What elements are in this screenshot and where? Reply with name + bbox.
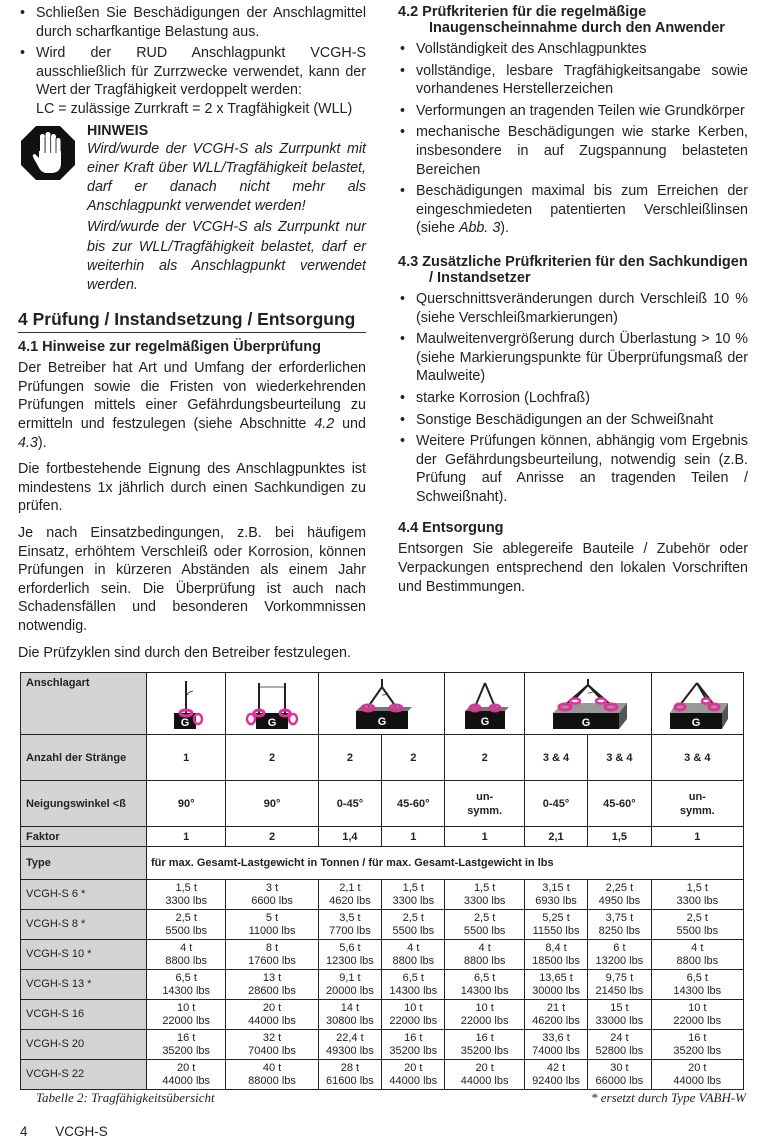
capacity-tonnes: 20 t [688,1061,707,1074]
capacity-tonnes: 2,5 t [175,911,197,924]
capacity-tonnes: 9,1 t [339,971,361,984]
capacity-lbs: 30000 lbs [532,984,580,997]
table-row [21,673,744,735]
capacity-lbs: 44000 lbs [460,1074,509,1087]
svg-text:G: G [180,716,190,729]
capacity-cell [147,910,226,940]
capacity-cell [147,940,226,970]
capacity-cell [588,940,651,970]
list-item: • Weitere Prüfungen können, abhängig vom Ergebnis der Gefährdungsbeurteilung, notwendig sein (z.B. Prüfung auf Anrisse an tragenden Teilen / Schweißnaht). [400,433,748,505]
table-row: Faktor 1 2 1,4 1 1 2,1 1,5 1 [21,827,744,847]
capacity-cell [382,1030,445,1060]
paragraph: Entsorgen Sie ablegereife Bauteile / Zubehör oder Verpackungen entsprechend den lokalen Vorschriften und Bestimmungen. [398,541,748,595]
capacity-cell [651,1060,743,1090]
sling-diagram-icon [226,673,318,735]
capacity-cell [382,970,445,1000]
capacity-tonnes: 14 t [340,1001,360,1014]
capacity-lbs: 46200 lbs [532,1014,580,1027]
capacity-lbs: 20000 lbs [326,984,374,997]
row-label: Anschlagart [21,673,147,735]
capacity-lbs: 3300 lbs [463,894,506,907]
capacity-tonnes: 22,4 t [336,1031,364,1044]
capacity-tonnes: 6,5 t [473,971,496,984]
capacity-lbs: 22000 lbs [162,1014,211,1027]
capacity-tonnes: 4 t [478,941,491,954]
list-item: • Beschädigungen maximal bis zum Erreichen der eingeschmiedeten patentierten Verschleißlinsen (siehe Abb. 3). [400,183,748,237]
row-label: Faktor [21,827,147,847]
capacity-cell [382,940,445,970]
capacity-cell [588,910,651,940]
svg-text:G: G [692,716,701,729]
table-caption: Tabelle 2: Tragfähigkeitsübersicht [36,1090,215,1105]
capacity-cell [318,970,381,1000]
table-row [21,1030,744,1060]
capacity-lbs: 44000 lbs [248,1014,296,1027]
formula-line: LC = zulässige Zurrkraft = 2 x Tragfähigkeit (WLL) [36,100,353,117]
capacity-cell [588,1000,651,1030]
paragraph: Je nach Einsatzbedingungen, z.B. bei häufigem Einsatz, erhöhtem Verschleiß oder Korrosion, können Prüfungen in kürzeren Abständen als einem Jahr erforderlich sein. Die Überprüfung ist auch nach Schadensfällen und besonderen Vorkommnissen notwendig. [18,524,366,634]
intro-bullet-list [18,4,366,119]
list-item: • Schließen Sie Beschädigungen der Anschlagmittel durch scharfkantige Belastung aus. [20,5,366,40]
capacity-cell [445,1000,524,1030]
capacity-cell [147,1060,226,1090]
section-4-heading: 4 Prüfung / Instandsetzung / Entsorgung [18,309,366,333]
hand-stop-icon [20,125,76,181]
capacity-cell [588,1030,651,1060]
criteria-list-user [398,40,748,238]
table-row [21,910,744,940]
type-name-cell: VCGH-S 6 * [21,880,147,910]
capacity-tonnes: 8,4 t [545,941,567,954]
capacity-tonnes: 20 t [177,1061,196,1074]
capacity-lbs: 88000 lbs [248,1074,296,1087]
capacity-cell [445,880,524,910]
table-row [21,970,744,1000]
capacity-lbs: 44000 lbs [673,1074,722,1087]
capacity-cell [382,1060,445,1090]
capacity-lbs: 11550 lbs [532,924,580,937]
capacity-cell [651,880,743,910]
capacity-tonnes: 6 t [613,941,626,954]
capacity-tonnes: 1,5 t [402,881,424,894]
capacity-lbs: 52800 lbs [595,1044,644,1057]
capacity-lbs: 44000 lbs [162,1074,211,1087]
row-label: Neigungswinkel <ß [21,781,147,827]
capacity-cell [588,970,651,1000]
note-paragraph: Wird/wurde der VCGH-S als Zurrpunkt mit einer Kraft über WLL/Tragfähigkeit belastet, darf er danach nicht mehr als Anschlagpunkt verwendet werden! [87,140,366,215]
table-footnote: * ersetzt durch Type VABH-W [591,1090,746,1105]
product-name: VCGH-S [55,1124,108,1139]
capacity-cell [147,970,226,1000]
capacity-tonnes: 16 t [404,1031,423,1044]
capacity-tonnes: 1,5 t [686,881,708,894]
capacity-tonnes: 6,5 t [402,971,424,984]
capacity-lbs: 66000 lbs [595,1074,644,1087]
capacity-lbs: 21450 lbs [595,984,644,997]
capacity-tonnes: 33,6 t [542,1031,570,1044]
capacity-tonnes: 5 t [265,911,279,924]
capacity-cell [588,880,651,910]
hinweis-note [18,123,366,296]
capacity-cell [318,880,381,910]
capacity-cell [651,1000,743,1030]
type-name-cell: VCGH-S 20 [21,1030,147,1060]
capacity-lbs: 8800 lbs [676,954,719,967]
capacity-cell [226,910,318,940]
capacity-cell [318,1000,381,1030]
capacity-cell [524,940,587,970]
capacity-cell [226,1060,318,1090]
capacity-lbs: 49300 lbs [326,1044,374,1057]
capacity-lbs: 22000 lbs [673,1014,722,1027]
table-row [21,940,744,970]
capacity-lbs: 13200 lbs [595,954,644,967]
page-footer [20,1124,132,1139]
capacity-lbs: 44000 lbs [389,1074,438,1087]
table-row: Anzahl der Stränge 1 2 2 2 2 3 & 4 3 & 4 3 & 4 [21,735,744,781]
capacity-cell [382,1000,445,1030]
capacity-lbs: 28600 lbs [248,984,296,997]
capacity-cell [382,880,445,910]
capacity-cell [651,1030,743,1060]
capacity-lbs: 5500 lbs [165,924,207,937]
paragraph: Die fortbestehende Eignung des Anschlagpunktes ist mindestens 1x jährlich durch einen Sachkundigen zu prüfen. [18,461,366,515]
capacity-lbs: 8250 lbs [598,924,641,937]
capacity-tonnes: 6,5 t [175,971,197,984]
row-label: Anzahl der Stränge [21,735,147,781]
capacity-tonnes: 5,6 t [339,941,361,954]
capacity-lbs: 6600 lbs [251,894,293,907]
capacity-lbs: 70400 lbs [248,1044,296,1057]
capacity-cell [524,970,587,1000]
capacity-cell [524,910,587,940]
capacity-lbs: 12300 lbs [326,954,374,967]
capacity-lbs: 11000 lbs [248,924,296,937]
capacity-tonnes: 2,25 t [605,881,634,894]
capacity-lbs: 7700 lbs [329,924,371,937]
capacity-tonnes: 2,5 t [686,911,708,924]
capacity-tonnes: 32 t [262,1031,282,1044]
sling-diagram-icon [445,673,524,735]
capacity-cell [147,1030,226,1060]
type-note: für max. Gesamt-Lastgewicht in Tonnen / für max. Gesamt-Lastgewicht in lbs [147,847,744,880]
sling-diagram-icon [147,673,226,735]
capacity-lbs: 3300 lbs [676,894,719,907]
capacity-cell [318,1030,381,1060]
capacity-tonnes: 9,75 t [605,971,634,984]
table-row [21,1000,744,1030]
list-item: • Verformungen an tragenden Teilen wie Grundkörper [400,102,745,119]
capacity-tonnes: 10 t [177,1001,196,1014]
capacity-lbs: 5500 lbs [676,924,719,937]
capacity-cell [524,1060,587,1090]
capacity-tonnes: 10 t [688,1001,707,1014]
capacity-tonnes: 4 t [407,941,420,954]
capacity-lbs: 35200 lbs [673,1044,722,1057]
capacity-cell [226,880,318,910]
type-name-cell: VCGH-S 8 * [21,910,147,940]
capacity-cell [445,1060,524,1090]
capacity-tonnes: 4 t [180,941,193,954]
paragraph: Die Prüfzyklen sind durch den Betreiber festzulegen. [18,644,351,661]
capacity-lbs: 22000 lbs [460,1014,509,1027]
capacity-lbs: 6930 lbs [535,894,577,907]
capacity-cell [651,940,743,970]
capacity-tonnes: 40 t [262,1061,282,1074]
capacity-lbs: 14300 lbs [673,984,722,997]
capacity-cell [226,1030,318,1060]
capacity-tonnes: 5,25 t [542,911,570,924]
capacity-cell [588,1060,651,1090]
type-name-cell: VCGH-S 13 * [21,970,147,1000]
capacity-lbs: 8800 lbs [165,954,207,967]
capacity-cell [651,910,743,940]
capacity-lbs: 22000 lbs [389,1014,438,1027]
capacity-lbs: 17600 lbs [248,954,296,967]
capacity-lbs: 30800 lbs [326,1014,374,1027]
list-item: • Maulweitenvergrößerung durch Überlastung > 10 % (siehe Markierungspunkte für Überprüfungsmaß der Maulweite) [400,331,748,385]
sling-diagram-icon [318,673,445,735]
capacity-tonnes: 16 t [475,1031,494,1044]
sling-diagram-icon [524,673,651,735]
capacity-tonnes: 20 t [262,1001,282,1014]
list-item: • mechanische Beschädigungen wie starke Kerben, insbesondere in auf Zugspannung belasteten Bereichen [400,124,748,178]
capacity-tonnes: 2,5 t [402,911,424,924]
list-item: • Querschnittsveränderungen durch Verschleiß 10 % (siehe Verschleißmarkierungen) [400,290,748,326]
capacity-lbs: 14300 lbs [460,984,509,997]
capacity-lbs: 33000 lbs [595,1014,644,1027]
capacity-lbs: 5500 lbs [463,924,506,937]
capacity-cell [524,1000,587,1030]
capacity-cell [651,970,743,1000]
section-4-4-heading: 4.4 Entsorgung [398,520,504,537]
capacity-cell [226,1000,318,1030]
svg-text:G: G [480,715,489,728]
section-4-2-heading: 4.2 Prüfkriterien für die regelmäßige Inaugenscheinnahme durch den Anwender [398,4,725,36]
capacity-tonnes: 24 t [610,1031,629,1044]
list-item: • vollständige, lesbare Tragfähigkeitsangabe sowie vorhandenes Herstellerzeichen [400,62,748,98]
capacity-tonnes: 4 t [691,941,704,954]
capacity-lbs: 5500 lbs [392,924,435,937]
table-row: Neigungswinkel <ß 90° 90° 0-45° 45-60° un- symm. 0-45° 45-60° un- symm. [21,781,744,827]
capacity-tonnes: 3,15 t [542,881,570,894]
capacity-cell [226,970,318,1000]
capacity-cell [147,1000,226,1030]
svg-text:G: G [581,716,590,729]
capacity-cell [382,910,445,940]
capacity-data-rows [21,880,744,1090]
capacity-tonnes: 20 t [475,1061,494,1074]
paragraph: Der Betreiber hat Art und Umfang der erforderlichen Prüfungen sowie die Fristen von wiederkehrenden Prüfungen mittels einer Gefährdungsbeurteilung zu ermitteln und festzulegen (siehe Abschnitte 4.2 und 4.3). [18,360,366,451]
capacity-lbs: 18500 lbs [532,954,580,967]
capacity-cell [318,910,381,940]
left-column [18,4,366,670]
capacity-cell [147,880,226,910]
capacity-cell [318,940,381,970]
capacity-cell [445,1030,524,1060]
page-number: 4 [20,1124,28,1139]
capacity-tonnes: 20 t [404,1061,423,1074]
capacity-tonnes: 15 t [610,1001,629,1014]
capacity-cell [445,910,524,940]
capacity-lbs: 4950 lbs [598,894,641,907]
capacity-cell [445,970,524,1000]
list-item: • Wird der RUD Anschlagpunkt VCGH-S ausschließlich für Zurrzwecke verwendet, kann der Wert der Tragfähigkeit verdoppelt werden: [20,45,366,99]
criteria-list-expert [398,290,748,507]
capacity-tonnes: 3 t [265,881,279,894]
capacity-cell [226,940,318,970]
capacity-tonnes: 30 t [610,1061,629,1074]
capacity-cell [524,880,587,910]
row-label: Type [21,847,147,880]
capacity-tonnes: 2,5 t [473,911,496,924]
capacity-lbs: 35200 lbs [460,1044,509,1057]
capacity-lbs: 14300 lbs [162,984,211,997]
table-row [21,847,744,880]
capacity-tonnes: 3,75 t [605,911,634,924]
capacity-tonnes: 1,5 t [175,881,197,894]
capacity-cell [524,1030,587,1060]
capacity-lbs: 35200 lbs [162,1044,211,1057]
capacity-lbs: 8800 lbs [392,954,435,967]
capacity-lbs: 4620 lbs [329,894,371,907]
capacity-cell [445,940,524,970]
svg-text:G: G [267,716,277,729]
type-name-cell: VCGH-S 10 * [21,940,147,970]
capacity-lbs: 8800 lbs [463,954,506,967]
capacity-tonnes: 13 t [262,971,282,984]
capacity-tonnes: 16 t [688,1031,707,1044]
capacity-tonnes: 42 t [546,1061,566,1074]
type-name-cell: VCGH-S 22 [21,1060,147,1090]
capacity-cell [318,1060,381,1090]
table-row [21,880,744,910]
capacity-tonnes: 10 t [404,1001,423,1014]
capacity-tonnes: 6,5 t [686,971,708,984]
capacity-lbs: 3300 lbs [392,894,435,907]
section-4-3-heading: 4.3 Zusätzliche Prüfkriterien für den Sachkundigen / Instandsetzer [398,253,748,286]
capacity-lbs: 3300 lbs [165,894,207,907]
capacity-lbs: 35200 lbs [389,1044,438,1057]
list-item: • Vollständigkeit des Anschlagpunktes [400,41,647,57]
capacity-table [20,672,744,1090]
list-item: • starke Korrosion (Lochfraß) [400,389,591,406]
table-row [21,1060,744,1090]
capacity-tonnes: 10 t [475,1001,494,1014]
capacity-lbs: 14300 lbs [389,984,438,997]
section-4-1-heading: 4.1 Hinweise zur regelmäßigen Überprüfung [18,339,321,356]
capacity-lbs: 61600 lbs [326,1074,374,1087]
capacity-tonnes: 21 t [546,1001,566,1014]
capacity-tonnes: 8 t [265,941,279,954]
svg-text:G: G [377,715,386,728]
sling-diagram-icon [651,673,743,735]
capacity-tonnes: 13,65 t [539,971,573,984]
capacity-tonnes: 2,1 t [339,881,361,894]
right-column [398,4,748,604]
capacity-lbs: 74000 lbs [532,1044,580,1057]
list-item: • Sonstige Beschädigungen an der Schweißnaht [400,411,714,428]
capacity-tonnes: 28 t [340,1061,360,1074]
note-paragraph: Wird/wurde der VCGH-S als Zurrpunkt nur bis zur WLL/Tragfähigkeit belastet, darf er weiterhin als Anschlagpunkt verwendet werden. [87,219,366,293]
capacity-tonnes: 3,5 t [339,911,361,924]
capacity-tonnes: 16 t [177,1031,196,1044]
capacity-tonnes: 1,5 t [473,881,496,894]
capacity-lbs: 92400 lbs [532,1074,580,1087]
type-name-cell: VCGH-S 16 [21,1000,147,1030]
note-title: HINWEIS [87,122,149,139]
